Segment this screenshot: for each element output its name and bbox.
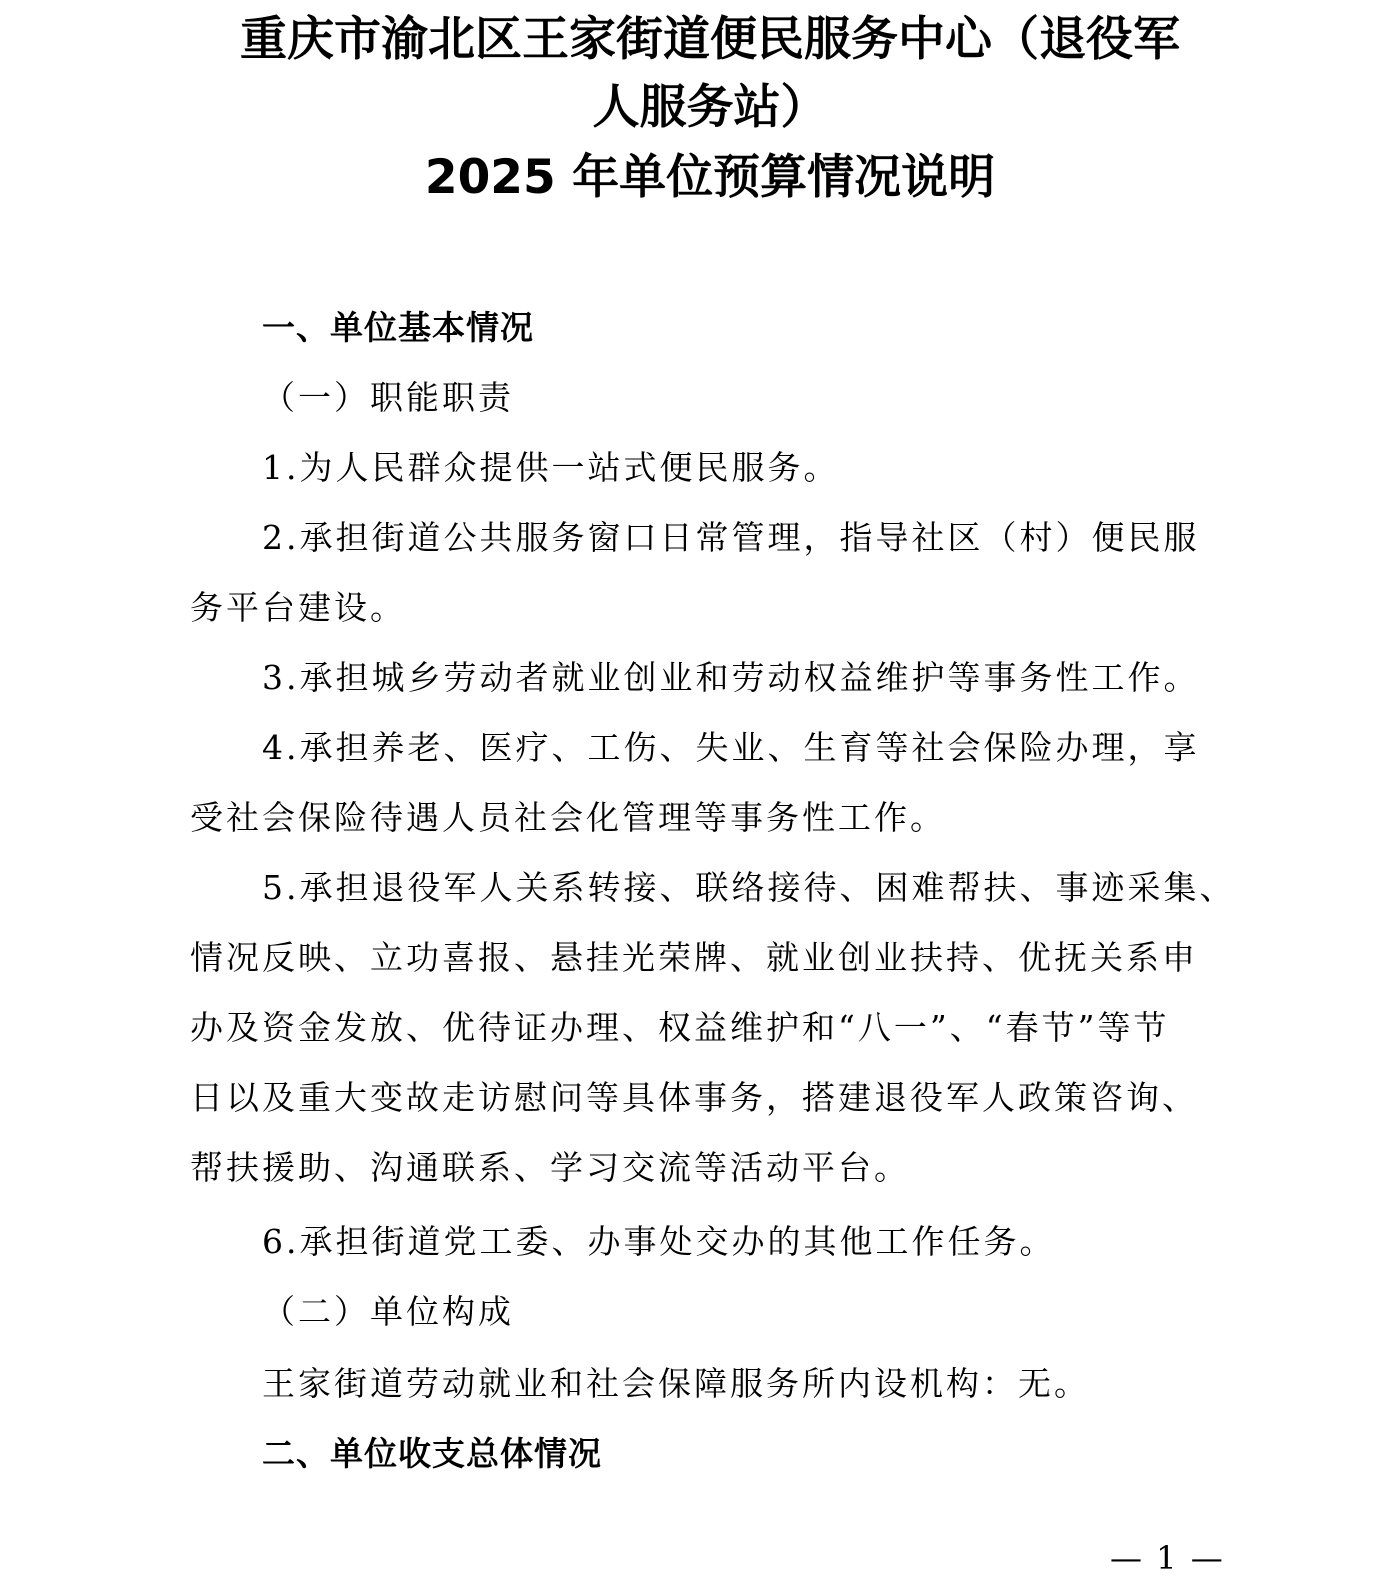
duty-item-4-line-2: 受社会保险待遇人员社会化管理等事务性工作。: [190, 798, 946, 837]
unit-composition-text: 王家街道劳动就业和社会保障服务所内设机构：无。: [262, 1364, 1090, 1403]
document-title-line-2: 人服务站）: [592, 80, 828, 135]
document-title-line-1: 重庆市渝北区王家街道便民服务中心（退役军: [240, 12, 1180, 67]
duty-item-2-line-2: 务平台建设。: [190, 588, 406, 627]
duty-item-6: 6.承担街道党工委、办事处交办的其他工作任务。: [262, 1222, 1056, 1261]
duty-item-5-line-2: 情况反映、立功喜报、悬挂光荣牌、就业创业扶持、优抚关系申: [190, 938, 1198, 977]
section-2-heading: 二、单位收支总体情况: [262, 1434, 602, 1473]
duty-item-2-line-1: 2.承担街道公共服务窗口日常管理，指导社区（村）便民服: [262, 518, 1200, 557]
duty-item-5-line-4: 日以及重大变故走访慰问等具体事务，搭建退役军人政策咨询、: [190, 1078, 1198, 1117]
subsection-2-heading: （二）单位构成: [262, 1292, 514, 1331]
duty-item-5-line-5: 帮扶援助、沟通联系、学习交流等活动平台。: [190, 1148, 910, 1187]
section-1-heading: 一、单位基本情况: [262, 308, 534, 347]
subsection-1-heading: （一）职能职责: [262, 378, 514, 417]
duty-item-1: 1.为人民群众提供一站式便民服务。: [262, 448, 840, 487]
page-number: — 1 —: [1110, 1539, 1225, 1577]
duty-item-5-line-1: 5.承担退役军人关系转接、联络接待、困难帮扶、事迹采集、: [262, 868, 1236, 907]
document-title-line-3: 2025 年单位预算情况说明: [424, 150, 996, 205]
duty-item-5-line-3: 办及资金发放、优待证办理、权益维护和“八一”、“春节”等节: [190, 1008, 1170, 1047]
duty-item-3: 3.承担城乡劳动者就业创业和劳动权益维护等事务性工作。: [262, 658, 1200, 697]
duty-item-4-line-1: 4.承担养老、医疗、工伤、失业、生育等社会保险办理，享: [262, 728, 1200, 767]
